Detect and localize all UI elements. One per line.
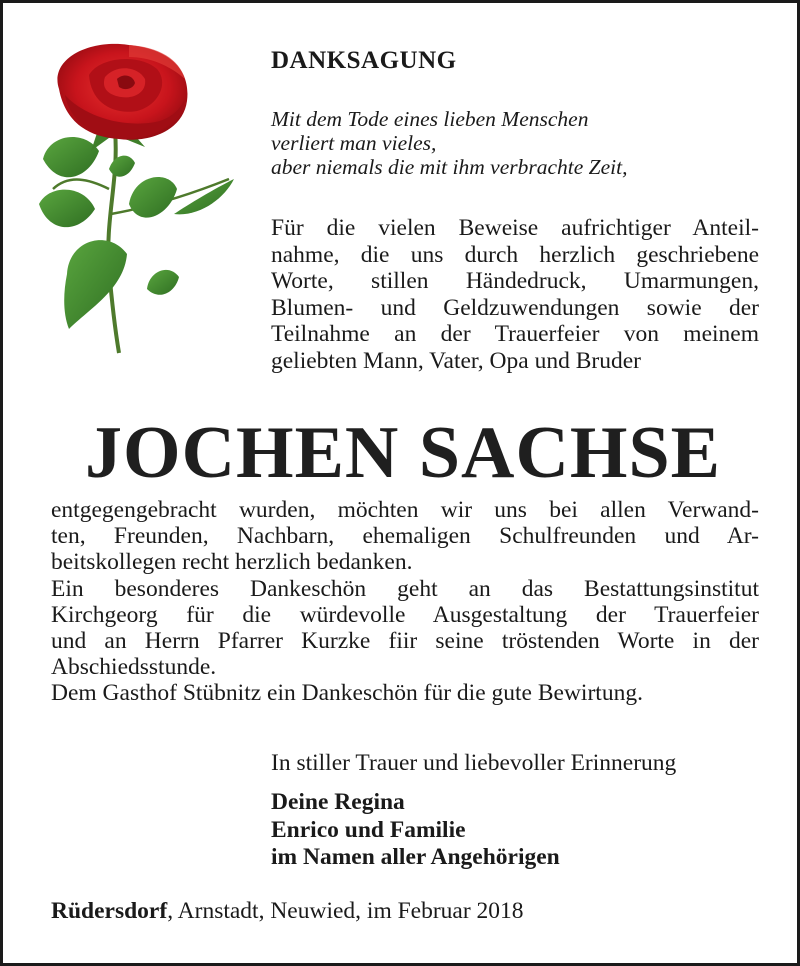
intro-line: Teilnahme an der Trauerfeier von meinem (271, 321, 759, 347)
signer: Enrico und Familie (271, 816, 466, 843)
intro-line: Worte, stillen Händedruck, Umarmungen, (271, 268, 759, 294)
place-rest: , Arnstadt, Neuwied, im Februar 2018 (167, 898, 524, 924)
thanks-paragraph (51, 497, 759, 707)
body-line: Dem Gasthof Stübnitz ein Dankeschön für die gute Bewirtung. (51, 680, 643, 707)
intro-line: geliebten Mann, Vater, Opa und Bruder (271, 347, 641, 374)
rose-icon (29, 39, 239, 357)
quote-line: verliert man vieles, (271, 131, 437, 155)
body-line: Abschiedsstunde. (51, 654, 217, 681)
quote-line: Mit dem Tode eines lieben Menschen (271, 107, 589, 131)
place-main: Rüdersdorf (51, 898, 168, 924)
body-line: Kirchgeorg für die würdevolle Ausgestaltung der Trauerfeier (51, 601, 759, 628)
body-line: beitskollegen recht herzlich bedanken. (51, 549, 413, 576)
intro-line: Für die vielen Beweise aufrichtiger Anteil- (271, 215, 759, 241)
body-line: entgegengebracht wurden, möchten wir uns bei allen Verwand- (51, 497, 759, 523)
signer: im Namen aller Angehörigen (271, 844, 560, 870)
intro-line: Blumen- und Geldzuwendungen sowie der (271, 294, 759, 321)
memorial-quote (271, 107, 627, 179)
signers-block (271, 789, 560, 872)
quote-line: aber niemals die mit ihm verbrachte Zeit, (271, 155, 628, 179)
danksagung-heading: DANKSAGUNG (271, 47, 457, 74)
body-line: und an Herrn Pfarrer Kurzke fiir seine tröstenden Worte in der (51, 628, 759, 655)
intro-line: nahme, die uns durch herzlich geschriebene (271, 241, 759, 268)
signer: Deine Regina (271, 789, 405, 815)
body-line: Ein besonderes Dankeschön geht an das Bestattungsinstitut (51, 575, 759, 602)
body-line: ten, Freunden, Nachbarn, ehemaligen Schulfreunden und Ar- (51, 523, 759, 550)
place-date-line (51, 897, 524, 925)
closing-line: In stiller Trauer und liebevoller Erinnerung (271, 750, 677, 776)
deceased-name: JOCHEN SACHSE (85, 412, 721, 494)
intro-paragraph (271, 215, 759, 374)
